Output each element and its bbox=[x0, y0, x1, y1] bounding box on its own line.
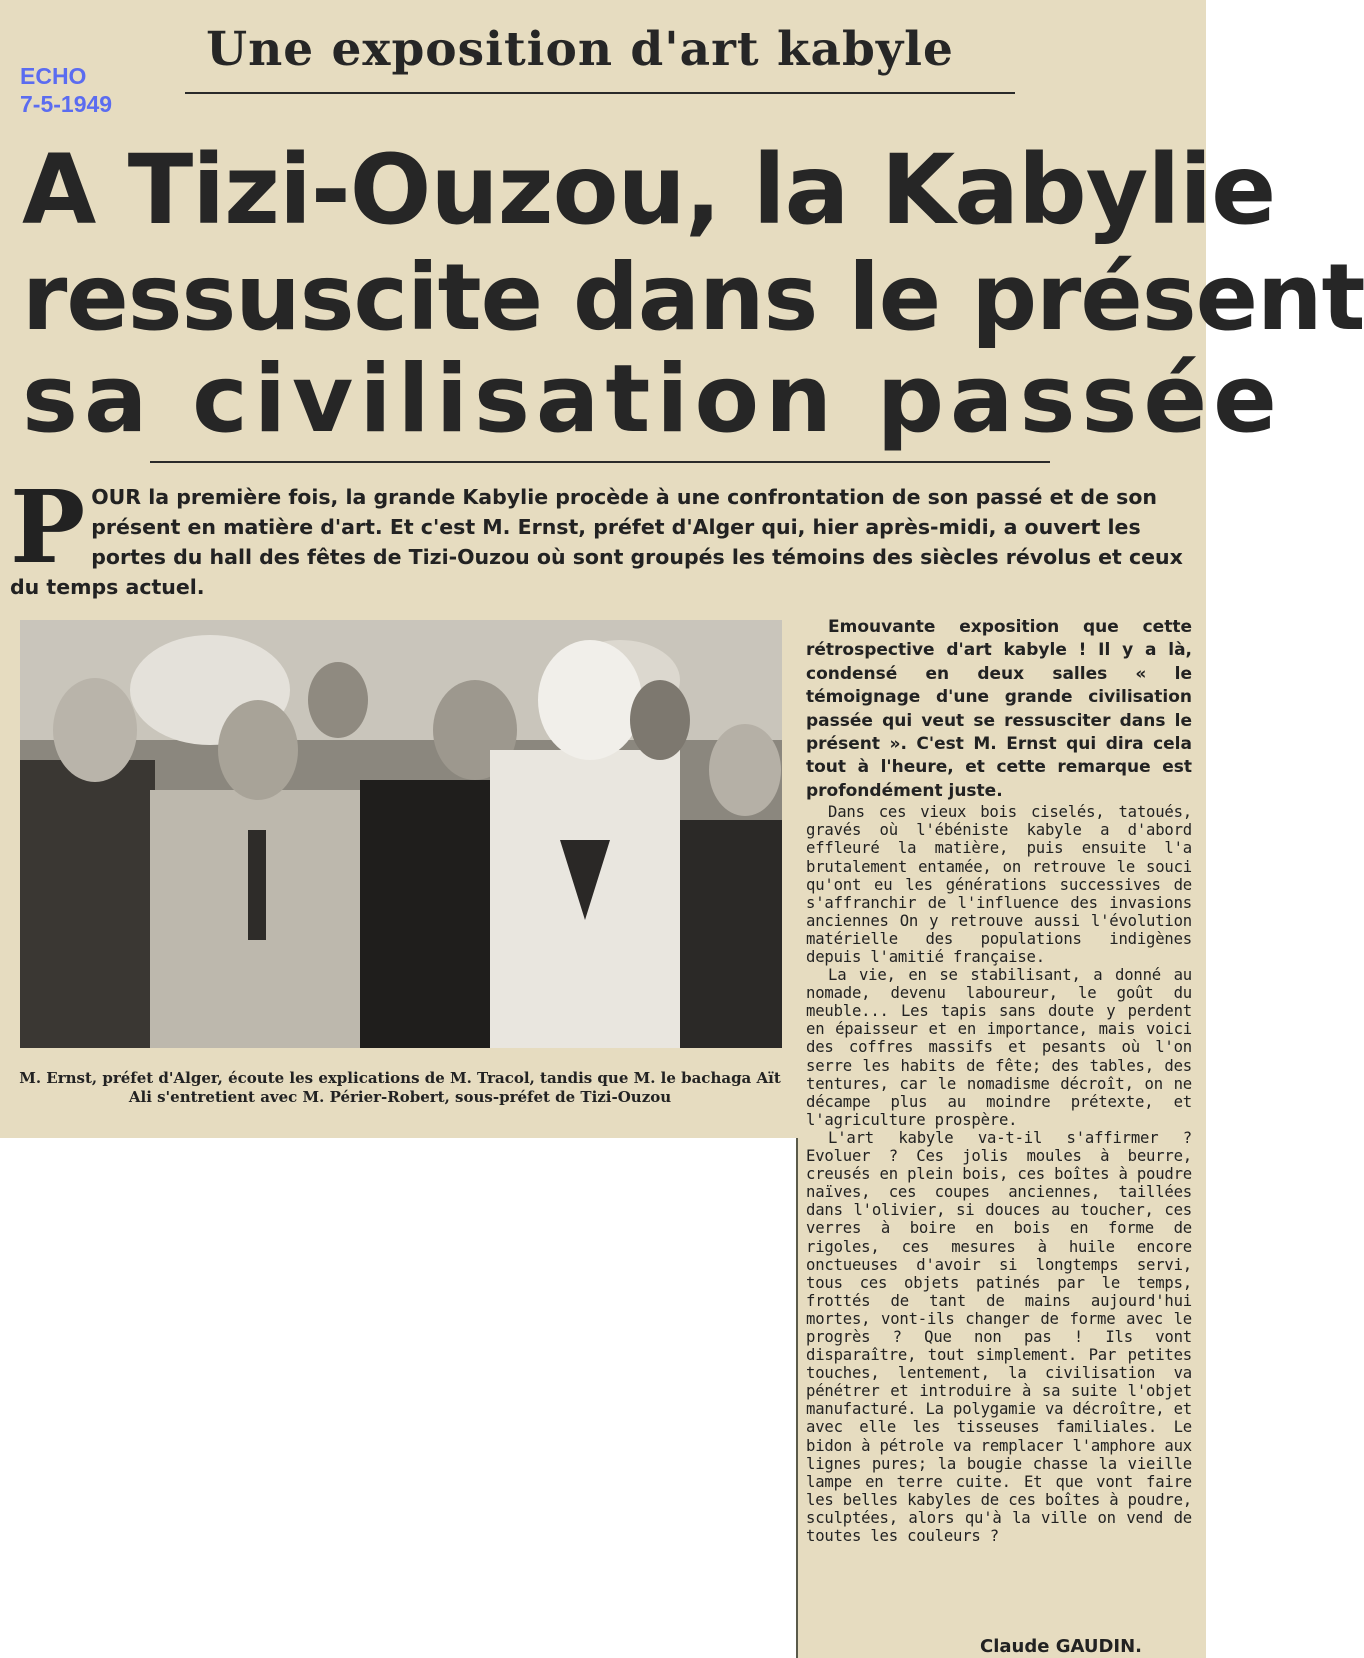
photo-illustration bbox=[20, 620, 782, 1048]
headline-line-1: A Tizi-Ouzou, la Kabylie bbox=[22, 134, 1276, 246]
headline-line-2: ressuscite dans le présent bbox=[22, 244, 1364, 351]
stamp-publication: ECHO bbox=[20, 63, 87, 89]
column-rule bbox=[796, 1138, 798, 1658]
kicker-rule bbox=[185, 92, 1015, 94]
archive-stamp bbox=[20, 62, 112, 118]
article-kicker: Une exposition d'art kabyle bbox=[206, 22, 954, 77]
column-paragraph-3: La vie, en se stabilisant, a donné au nomade, devenu laboureur, le goût du meuble... Les tapis sans doute y perdent en épaisseur et en importance, mais voici des coffres massifs et pesants où l'on serre les habits de fête; des tables, des tentures, car le nomadisme décroît, on ne décampe plus au moindre prétexte, et l'agriculture prospère. bbox=[806, 966, 1192, 1129]
lead-text: OUR la première fois, la grande Kabylie procède à une confrontation de son passé et de son présent en matière d'art. Et c'est M. Ernst, préfet d'Alger qui, hier après-midi, a ouvert les portes du hall des fêtes de Tizi-Ouzou où sont groupés les témoins des siècles révolus et ceux du temps actuel. bbox=[10, 485, 1183, 599]
headline-rule bbox=[150, 461, 1050, 463]
photo-caption: M. Ernst, préfet d'Alger, écoute les explications de M. Tracol, tandis que M. le bachaga Aït Ali s'entretient avec M. Périer-Robert, sous-préfet de Tizi-Ouzou bbox=[19, 1069, 781, 1106]
author-byline: Claude GAUDIN. bbox=[980, 1636, 1143, 1657]
column-paragraph-1: Emouvante exposition que cette rétrospective d'art kabyle ! Il y a là, condensé en deux salles « le témoignage d'une grande civilisation passée qui veut se ressusciter dans le présent ». C'est M. Ernst qui dira cela tout à l'heure, et cette remarque est profondément juste. bbox=[806, 617, 1192, 801]
drop-cap: P bbox=[10, 468, 86, 586]
news-photo bbox=[20, 620, 782, 1048]
column-paragraph-4: L'art kabyle va-t-il s'affirmer ? Evoluer ? Ces jolis moules à beurre, creusés en plein bois, ces boîtes à poudre naïves, ces coupes anciennes, taillées dans l'olivier, si douces au toucher, ces verres à boire en bois en forme de rigoles, ces mesures à huile encore onctueuses d'avoir si longtemps servi, tous ces objets patinés par le temps, frottés de tant de mains aujourd'hui mortes, vont-ils changer de forme avec le progrès ? Que non pas ! Ils vont disparaître, tout simplement. Par petites touches, lentement, la civilisation va pénétrer et introduire à sa suite l'objet manufacturé. La polygamie va décroître, et avec elle les tisseuses familiales. Le bidon à pétrole va remplacer l'amphore aux lignes pures; la bougie chasse la vieille lampe en terre cuite. Et que vont faire les belles kabyles de ces boîtes à poudre, sculptées, alors qu'à la ville on vend de toutes les couleurs ? bbox=[806, 1128, 1192, 1545]
column-paragraph-2: Dans ces vieux bois ciselés, tatoués, gravés où l'ébéniste kabyle a d'abord effleuré la matière, puis ensuite l'a brutalement entamée, on retrouve le souci qu'ont eu les générations successives de s'affranchir de l'influence des invasions anciennes On y retrouve aussi l'évolution matérielle des populations indigènes depuis l'amitié française. bbox=[806, 803, 1192, 966]
headline-line-3: sa civilisation passée bbox=[22, 345, 1283, 454]
stamp-date: 7-5-1949 bbox=[20, 91, 113, 117]
article-column bbox=[806, 616, 1192, 1545]
lead-paragraph bbox=[10, 468, 1190, 602]
